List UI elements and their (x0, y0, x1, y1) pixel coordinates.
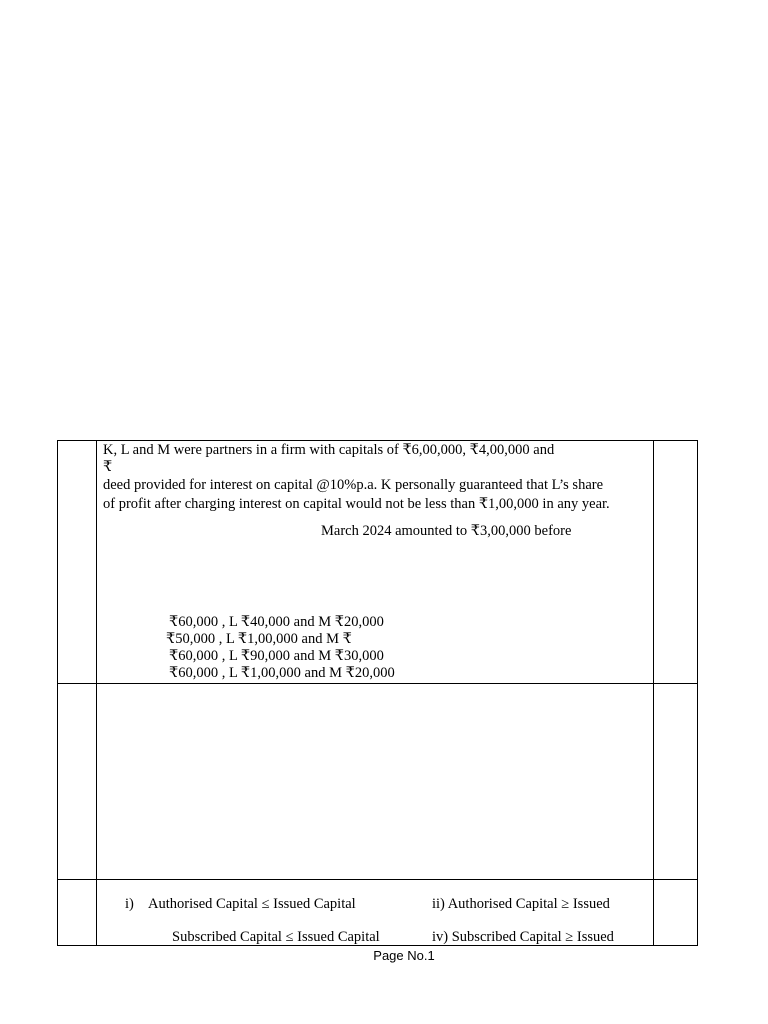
question-3-option-i: Authorised Capital ≤ Issued Capital (148, 896, 356, 912)
question-1-line-3: deed provided for interest on capital @10%p.a. K personally guaranteed that L’s share (103, 477, 604, 493)
question-1-option-d: ₹60,000 , L ₹1,00,000 and M ₹20,000 (169, 665, 395, 681)
question-1-option-b: ₹50,000 , L ₹1,00,000 and M ₹ (166, 631, 352, 647)
question-3-option-i-number: i) (125, 896, 134, 912)
question-1-line-1: K, L and M were partners in a firm with capitals of ₹6,00,000, ₹4,00,000 and (103, 442, 555, 458)
row-divider-1 (58, 683, 697, 684)
page-number-footer: Page No.1 (373, 948, 435, 963)
question-3-option-iv: iv) Subscribed Capital ≥ Issued (432, 929, 614, 945)
question-table (57, 440, 698, 946)
row-divider-2 (58, 879, 697, 880)
column-divider-number (96, 441, 97, 945)
question-1-line-2: ₹ (103, 459, 113, 475)
question-3-option-iii: Subscribed Capital ≤ Issued Capital (172, 929, 380, 945)
question-3-option-ii: ii) Authorised Capital ≥ Issued (432, 896, 610, 912)
question-1-option-a: ₹60,000 , L ₹40,000 and M ₹20,000 (169, 614, 384, 630)
question-1-option-c: ₹60,000 , L ₹90,000 and M ₹30,000 (169, 648, 384, 664)
question-1-line-5: March 2024 amounted to ₹3,00,000 before (321, 523, 572, 539)
column-divider-marks (653, 441, 654, 945)
question-1-line-4: of profit after charging interest on capital would not be less than ₹1,00,000 in any year. (103, 496, 610, 512)
